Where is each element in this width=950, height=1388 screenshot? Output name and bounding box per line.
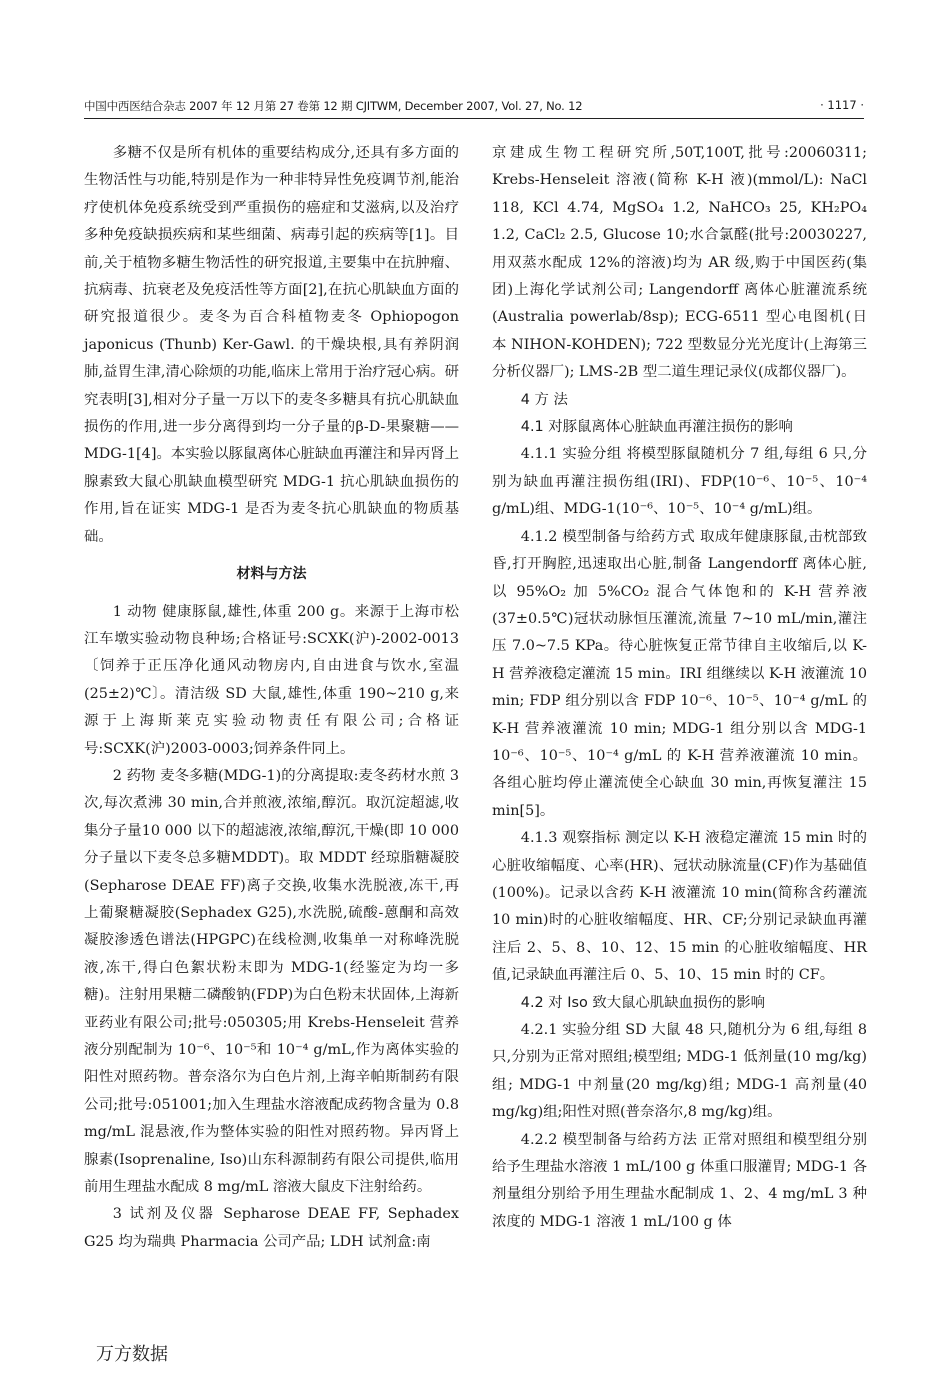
heading-4-2: 4.2 对 Iso 致大鼠心肌缺血损伤的影响 [520, 994, 766, 1011]
paragraph-4-1-2: 4.1.2 模型制备与给药方式 取成年健康豚鼠,击枕部致昏,打开胸腔,迅速取出心脏,制备 Langendorff 离体心脏,以 95%O₂ 加 5%CO₂ 混合气体饱和的 K-H 营养液(37±0.5℃)冠状动脉恒压灌流,流量 7~10 mL/min,灌注压 7.0~7.5 KPa。待心脏恢复正常节律自主收缩后,以 K-H 营养液稳定灌流 15 min。IRI 组继续以 K-H 液灌流 10 min; FDP 组分别以含 FDP 10⁻⁶、10⁻⁵、10⁻⁴ g/mL 的 K-H 营养液灌流 10 min; MDG-1 组分别以含 MDG-1 10⁻⁶、10⁻⁵、10⁻⁴ g/mL 的 K-H 营养液灌流 10 min。各组心脏均停止灌流使全心缺血 30 min,再恢复灌注 15 min[5]。 [492, 528, 867, 819]
right-column [492, 140, 867, 1236]
paragraph-4-1-3: 4.1.3 观察指标 测定以 K-H 液稳定灌流 15 min 时的心脏收缩幅度、心率(HR)、冠状动脉流量(CF)作为基础值(100%)。记录以含药 K-H 液灌流 10 min(简称含药灌流 10 min)时的心脏收缩幅度、HR、CF;分别记录缺血再灌注后 2、5、8、10、12、15 min 的心脏收缩幅度、HR 值,记录缺血再灌注后 0、5、10、15 min 时的 CF。 [492, 830, 867, 984]
running-header [84, 96, 864, 119]
section-heading-materials-methods: 材料与方法 [236, 566, 307, 583]
wanfang-watermark: 万方数据 [96, 1344, 168, 1365]
paragraph-drugs: 2 药物 麦冬多糖(MDG-1)的分离提取:麦冬药材水煎 3 次,每次煮沸 30 min,合并煎液,浓缩,醇沉。取沉淀超滤,收集分子量10 000 以下的超滤液,浓缩,醇沉,干燥(即 10 000 分子量以下麦冬总多糖MDDT)。取 MDDT 经琼脂糖凝胶(Sepharose DEAE FF)离子交换,收集水洗脱液,冻干,再上葡聚糖凝胶(Sephadex G25),水洗脱,硫酸-蒽酮和高效凝胶渗透色谱法(HPGPC)在线检测,收集单一对称峰洗脱液,冻干,得白色絮状粉末即为 MDG-1(经鉴定为均一多糖)。注射用果糖二磷酸钠(FDP)为白色粉末状固体,上海新亚药业有限公司;批号:050305;用 Krebs-Henseleit 营养液分别配制为 10⁻⁶、10⁻⁵和 10⁻⁴ g/mL,作为离体实验的阳性对照药物。普奈洛尔为白色片剂,上海辛帕斯制药有限公司;批号:051001;加入生理盐水溶液配成药物含量为 0.8 mg/mL 混悬液,作为整体实验的阳性对照药物。异丙肾上腺素(Isoprenaline, Iso)山东科源制药有限公司提供,临用前用生理盐水配成 8 mg/mL 溶液大鼠皮下注射给药。 [84, 767, 459, 1196]
paragraph-animals: 1 动物 健康豚鼠,雄性,体重 200 g。来源于上海市松江车墩实验动物良种场;合格证号:SCXK(沪)-2002-0013〔饲养于正压净化通风动物房内,自由进食与饮水,室温(25±2)℃〕。清洁级 SD 大鼠,雄性,体重 190~210 g,来源于上海斯莱克实验动物责任有限公司;合格证号:SCXK(沪)2003-0003;饲养条件同上。 [84, 603, 459, 757]
heading-4-1: 4.1 对豚鼠离体心脏缺血再灌注损伤的影响 [520, 419, 793, 436]
page-number: · 1117 · [820, 98, 864, 112]
left-column [84, 140, 459, 1256]
paragraph-reagents: 3 试剂及仪器 Sepharose DEAE FF, Sephadex G25 均为瑞典 Pharmacia 公司产品; LDH 试剂盒:南 [84, 1206, 459, 1250]
paragraph-4-2-2: 4.2.2 模型制备与给药方法 正常对照组和模型组分别给予生理盐水溶液 1 mL/100 g 体重口服灌胃; MDG-1 各剂量组分别给予用生理盐水配制成 1、2、4 mg/mL 3 种浓度的 MDG-1 溶液 1 mL/100 g 体 [492, 1131, 867, 1230]
journal-citation: 中国中西医结合杂志 2007 年 12 月第 27 卷第 12 期 CJITWM, December 2007, Vol. 27, No. 12 [84, 99, 583, 113]
paragraph-4-1-1: 4.1.1 实验分组 将模型豚鼠随机分 7 组,每组 6 只,分别为缺血再灌注损伤组(IRI)、FDP(10⁻⁶、10⁻⁵、10⁻⁴ g/mL)组、MDG-1(10⁻⁶、10⁻⁵、10⁻⁴ g/mL)组。 [492, 446, 867, 518]
intro-paragraph: 多糖不仅是所有机体的重要结构成分,还具有多方面的生物活性与功能,特别是作为一种非特异性免疫调节剂,能治疗使机体免疫系统受到严重损伤的癌症和艾滋病,以及治疗多种免疫缺损疾病和某些细菌、病毒引起的疾病等[1]。目前,关于植物多糖生物活性的研究报道,主要集中在抗肿瘤、抗病毒、抗衰老及免疫活性等方面[2],在抗心肌缺血方面的研究报道很少。麦冬为百合科植物麦冬 Ophiopogon japonicus (Thunb) Ker-Gawl. 的干燥块根,具有养阴润肺,益胃生津,清心除烦的功能,临床上常用于治疗冠心病。研究表明[3],相对分子量一万以下的麦冬多糖具有抗心肌缺血损伤的作用,进一步分离得到均一分子量的β-D-果聚糖——MDG-1[4]。本实验以豚鼠离体心脏缺血再灌注和异丙肾上腺素致大鼠心肌缺血模型研究 MDG-1 抗心肌缺血损伤的作用,旨在证实 MDG-1 是否为麦冬抗心肌缺血的物质基础。 [84, 145, 459, 545]
paragraph-reagents-continued: 京建成生物工程研究所,50T,100T,批号:20060311; Krebs-Henseleit 溶液(简称 K-H 液)(mmol/L): NaCl 118, KCl 4.74, MgSO₄ 1.2, NaHCO₃ 25, KH₂PO₄ 1.2, CaCl₂ 2.5, Glucose 10;水合氯醛(批号:20030227,用双蒸水配成 12%的溶液)均为 AR 级,购于中国医药(集团)上海化学试剂公司; Langendorff 离体心脏灌流系统(Australia powerlab/8sp); ECG-6511 型心电图机(日本 NIHON-KOHDEN); 722 型数显分光光度计(上海第三分析仪器厂); LMS-2B 型二道生理记录仪(成都仪器厂)。 [492, 145, 867, 381]
paragraph-4-2-1: 4.2.1 实验分组 SD 大鼠 48 只,随机分为 6 组,每组 8 只,分别为正常对照组;模型组; MDG-1 低剂量(10 mg/kg)组; MDG-1 中剂量(20 mg/kg)组; MDG-1 高剂量(40 mg/kg)组;阳性对照(普奈洛尔,8 mg/kg)组。 [492, 1022, 867, 1121]
heading-methods: 4 方 法 [520, 391, 568, 408]
